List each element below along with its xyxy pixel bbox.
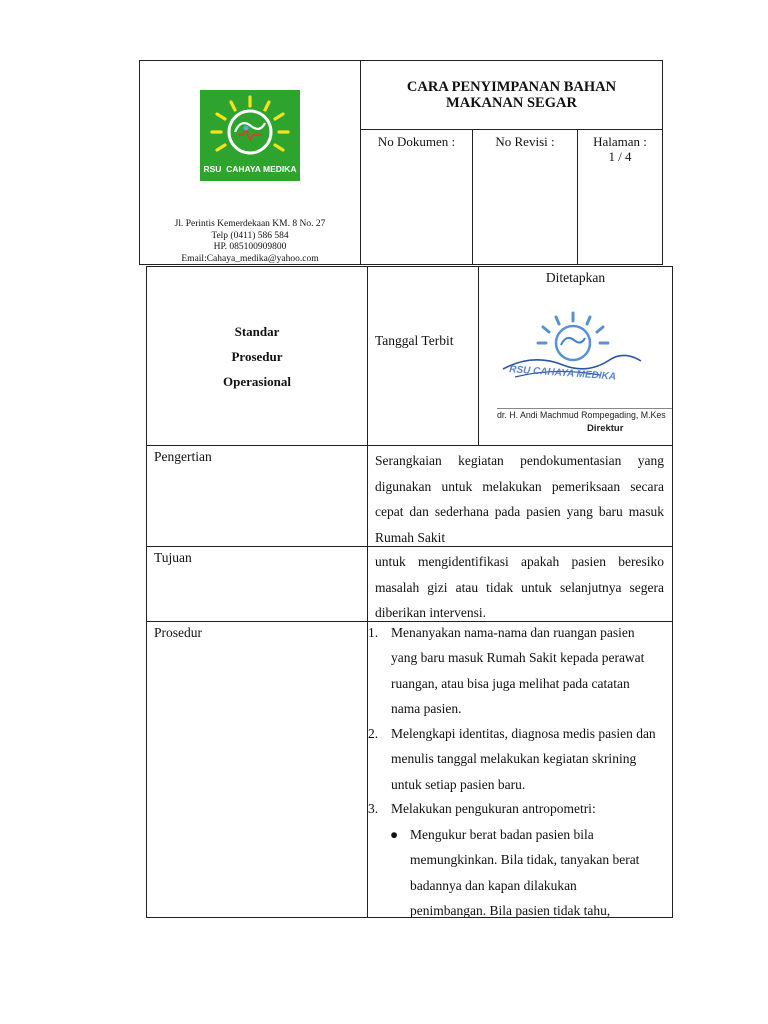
definition-text-cell [367, 445, 673, 547]
procedure-label-cell [146, 621, 368, 918]
page-label: Halaman : [593, 134, 647, 149]
step-text: Menanyakan nama-nama dan ruangan pasien yang baru masuk Rumah Sakit kepada perawat ruangan, atau bisa juga melihat pada catatan nama pasien. [391, 625, 645, 716]
goal-text: untuk mengidentifikasi apakah pasien beresiko masalah gizi atau tidak untuk selanjutnya segera diberikan intervensi. [375, 554, 664, 620]
definition-text: Serangkaian kegiatan pendokumentasian yang digunakan untuk melakukan pemeriksaan secara cepat dan sederhana pada pasien yang baru masuk Rumah Sakit [375, 453, 664, 545]
procedure-bullet [390, 822, 650, 918]
doc-number-cell [360, 129, 473, 265]
sop-title-cell [146, 266, 368, 446]
procedure-steps-cell [367, 621, 673, 918]
hospital-logo [200, 90, 300, 181]
hospital-address [140, 219, 360, 265]
revision-label: No Revisi : [495, 134, 555, 149]
address-line: Email:Cahaya_medika@yahoo.com [181, 253, 319, 264]
procedure-label: Prosedur [154, 625, 202, 640]
step-number: 1. [368, 625, 379, 640]
bullet-text: Mengukur berat badan pasien bila memungkinkan. Bila tidak, tanyakan berat badannya dan kapan dilakukan penimbangan. Bila pasien tidak tahu, [410, 827, 640, 918]
address-line: Jl. Perintis Kemerdekaan KM. 8 No. 27 [174, 219, 326, 229]
approved-label: Ditetapkan [545, 270, 606, 285]
address-line: HP. 085100909800 [213, 242, 287, 252]
doc-number-label: No Dokumen : [377, 134, 456, 149]
procedure-step [368, 796, 658, 821]
page-value: 1 / 4 [608, 149, 632, 164]
sop-title-line: Standar [234, 323, 280, 339]
logo-text: RSU CAHAYA MEDIKA [203, 164, 297, 174]
goal-label-cell [146, 546, 368, 622]
sop-title-line: Operasional [223, 373, 291, 389]
address-line: Telp (0411) 586 584 [211, 230, 289, 241]
stamp-text: RSU CAHAYA MEDIKA [508, 364, 617, 383]
bullet-icon: ● [390, 827, 399, 842]
step-number: 2. [368, 726, 379, 741]
step-number: 3. [368, 801, 379, 816]
procedure-step [368, 621, 658, 721]
goal-text-cell [367, 546, 673, 622]
definition-label-cell [146, 445, 368, 547]
page-cell [577, 129, 663, 265]
step-text: Melakukan pengukuran antropometri: [391, 801, 596, 816]
definition-label: Pengertian [154, 449, 212, 464]
issue-date-cell [367, 266, 479, 446]
signer-name: dr. H. Andi Machmud Rompegading, M.Kes [497, 408, 672, 420]
goal-label: Tujuan [154, 550, 192, 565]
procedure-step [368, 721, 658, 797]
signer-title: Direktur [587, 423, 624, 434]
issue-date-label: Tanggal Terbit [375, 333, 454, 348]
document-title: CARA PENYIMPANAN BAHAN MAKANAN SEGAR [406, 79, 617, 111]
document-title-cell [360, 60, 663, 130]
revision-cell [472, 129, 578, 265]
sop-title-line: Prosedur [231, 348, 283, 364]
step-text: Melengkapi identitas, diagnosa medis pasien dan menulis tanggal melakukan kegiatan skrining untuk setiap pasien baru. [391, 726, 656, 792]
approval-cell [478, 266, 673, 446]
